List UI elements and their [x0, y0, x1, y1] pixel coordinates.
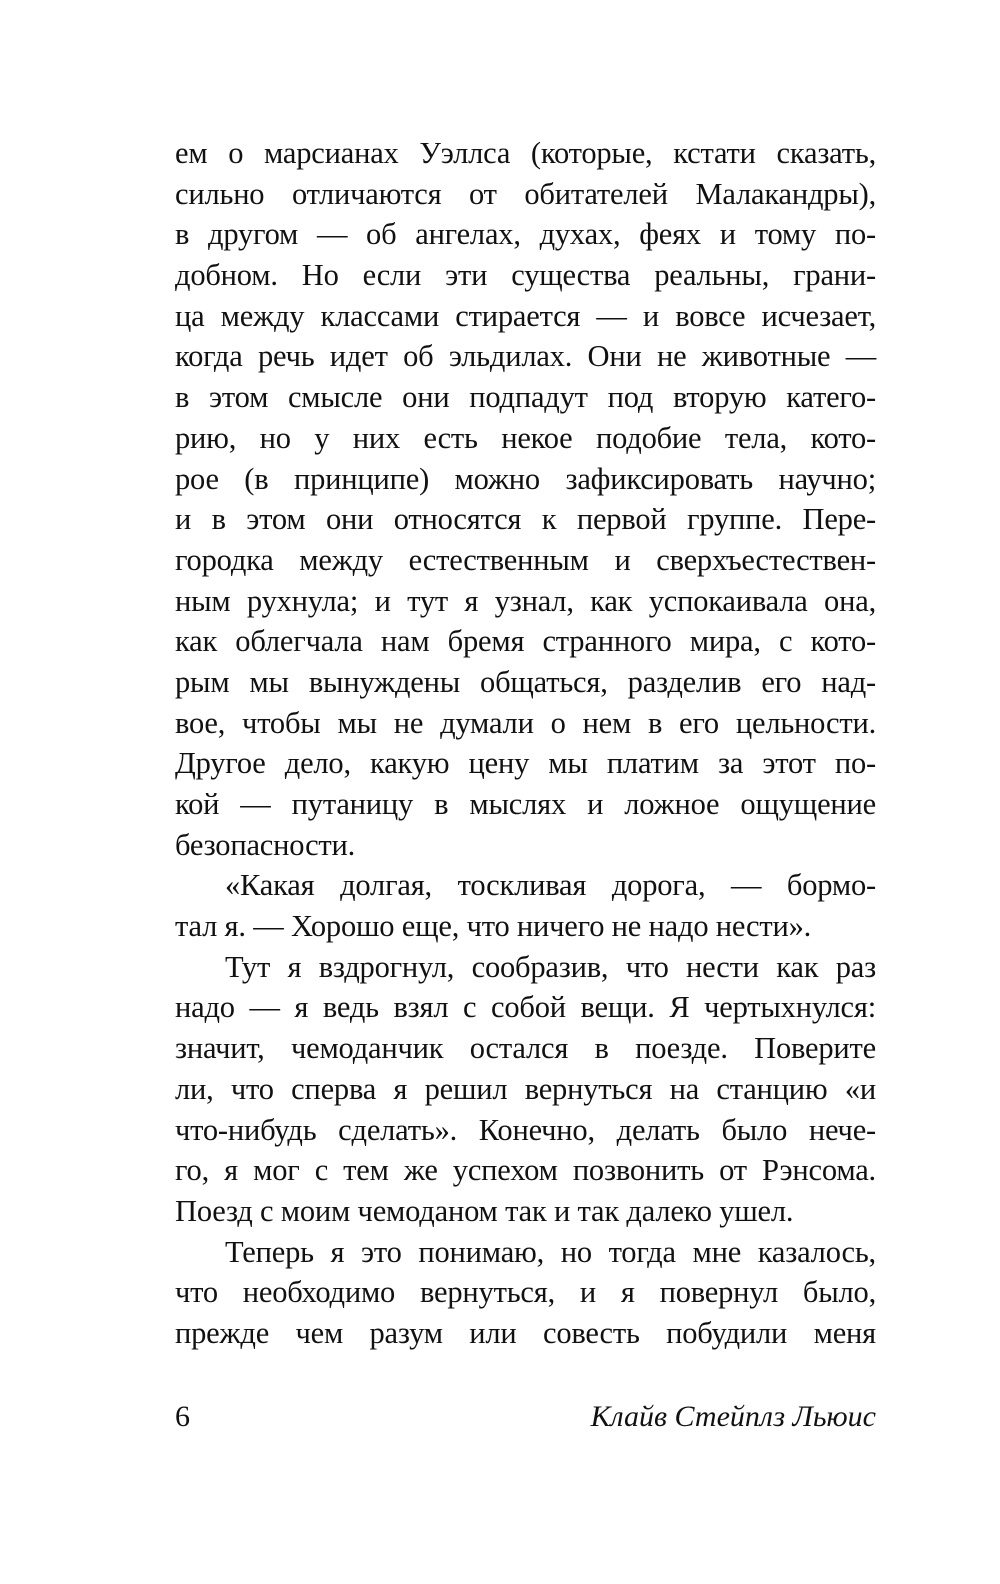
page-number: 6	[175, 1400, 190, 1433]
text-line: «Какая долгая, тоскливая дорога, — бормо-	[225, 868, 876, 903]
text-line: рое (в принципе) можно зафиксировать научно;	[175, 461, 876, 496]
text-line: что необходимо вернуться, и я повернул было,	[175, 1275, 876, 1310]
text-line: Поезд с моим чемоданом так и так далеко ушел.	[175, 1193, 794, 1228]
text-line: Тут я вздрогнул, сообразив, что нести как раз	[225, 949, 876, 984]
text-line: Теперь я это понимаю, но тогда мне казалось,	[225, 1234, 876, 1269]
text-line: кой — путаницу в мыслях и ложное ощущение	[175, 787, 876, 821]
text-line: что-нибудь сделать». Конечно, делать было нече-	[175, 1112, 876, 1147]
text-line: Другое дело, какую цену мы платим за этот по-	[175, 746, 876, 781]
text-line: как облегчала нам бремя странного мира, с кото-	[175, 624, 876, 659]
text-line: рым мы вынуждены общаться, разделив его над-	[175, 664, 876, 699]
text-line: го, я мог с тем же успехом позвонить от Рэнсома.	[175, 1153, 876, 1188]
text-line: надо — я ведь взял с собой вещи. Я чертыхнулся:	[175, 990, 876, 1025]
text-line: тал я. — Хорошо еще, что ничего не надо нести».	[175, 909, 812, 944]
text-line: вое, чтобы мы не думали о нем в его цельности.	[175, 705, 876, 740]
text-line: добном. Но если эти существа реальны, грани-	[175, 258, 876, 293]
text-line: безопасности.	[175, 827, 356, 862]
page-footer	[175, 1400, 876, 1434]
text-line: значит, чемоданчик остался в поезде. Поверите	[175, 1031, 876, 1066]
text-line: сильно отличаются от обитателей Малакандры),	[175, 176, 876, 211]
text-line: ным рухнула; и тут я узнал, как успокаивала она,	[175, 583, 876, 618]
running-title-author: Клайв Стейплз Льюис	[590, 1400, 876, 1433]
text-line: и в этом они относятся к первой группе. Пере-	[175, 502, 876, 537]
text-line: ем о марсианах Уэллса (которые, кстати сказать,	[175, 136, 876, 170]
text-line: прежде чем разум или совесть побудили меня	[175, 1315, 876, 1350]
text-line: когда речь идет об эльдилах. Они не животные —	[175, 339, 876, 374]
text-line: в этом смысле они подпадут под вторую катего-	[175, 380, 876, 415]
text-line: рию, но у них есть некое подобие тела, кото-	[175, 420, 876, 455]
text-line: ли, что сперва я решил вернуться на станцию «и	[175, 1071, 876, 1106]
text-line: городка между естественным и сверхъестествен-	[175, 542, 876, 577]
page-body-text	[175, 133, 876, 1354]
text-line: в другом — об ангелах, духах, феях и тому по-	[175, 217, 876, 252]
text-line: ца между классами стирается — и вовсе исчезает,	[175, 298, 876, 333]
